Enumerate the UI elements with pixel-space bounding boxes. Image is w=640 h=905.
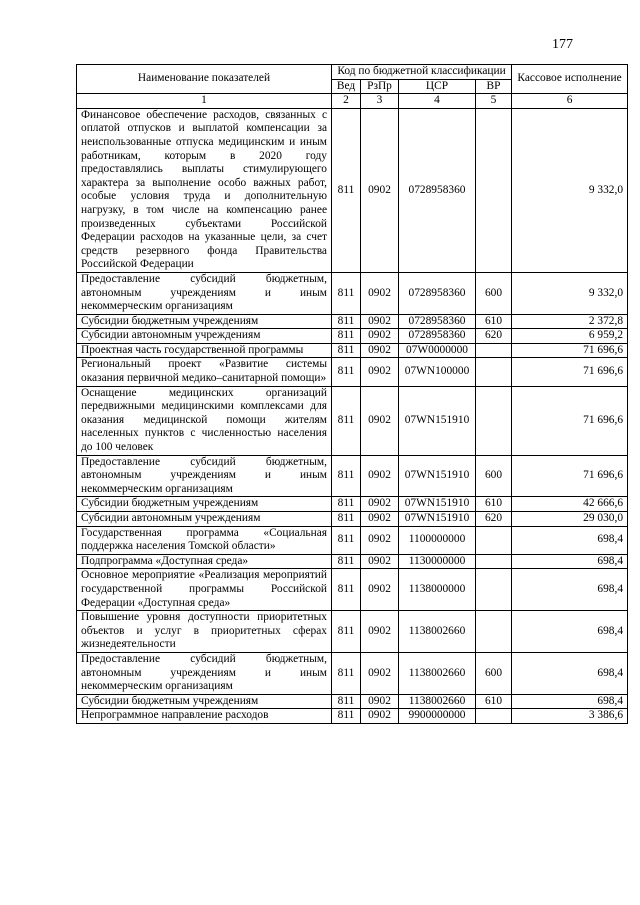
- header-name: Наименование показателей: [77, 65, 332, 94]
- row-vr: 600: [476, 455, 512, 497]
- row-rzpr: 0902: [361, 694, 399, 709]
- row-vr: [476, 343, 512, 358]
- row-amount: 698,4: [512, 694, 628, 709]
- header-csr: ЦСР: [399, 79, 476, 94]
- row-csr: 07WN151910: [399, 455, 476, 497]
- row-csr: 07WN100000: [399, 358, 476, 386]
- row-amount: 698,4: [512, 526, 628, 554]
- row-name: Предоставление субсидий бюджетным, автономным учреждениям и иным некоммерческим организациям: [77, 652, 332, 694]
- row-amount: 9 332,0: [512, 272, 628, 314]
- table-row: [77, 386, 628, 455]
- row-rzpr: 0902: [361, 611, 399, 653]
- row-vr: 620: [476, 512, 512, 527]
- row-amount: 71 696,6: [512, 455, 628, 497]
- row-amount: 29 030,0: [512, 512, 628, 527]
- row-ved: 811: [332, 709, 361, 724]
- row-name: Субсидии бюджетным учреждениям: [77, 314, 332, 329]
- table-row: [77, 272, 628, 314]
- table-row: [77, 314, 628, 329]
- row-name: Подпрограмма «Доступная среда»: [77, 554, 332, 569]
- row-name: Финансовое обеспечение расходов, связанных с оплатой отпусков и выплатой компенсации за неиспользованные отпуска медицинским и иным работникам, которым в 2020 году предоставлялись выплаты стимулирующего характера за выполнение особо важных работ, особые условия труда и дополнительную нагрузку, в том числе на компенсацию ранее произведенных субъектами Российской Федерации расходов на указанные цели, за счет средств резервного фонда Правительства Российской Федерации: [77, 108, 332, 272]
- row-ved: 811: [332, 611, 361, 653]
- row-amount: 42 666,6: [512, 497, 628, 512]
- table-row: [77, 554, 628, 569]
- table-row: [77, 569, 628, 611]
- row-vr: [476, 554, 512, 569]
- row-csr: 0728958360: [399, 314, 476, 329]
- row-ved: 811: [332, 652, 361, 694]
- row-ved: 811: [332, 526, 361, 554]
- row-rzpr: 0902: [361, 329, 399, 344]
- row-name: Предоставление субсидий бюджетным, автономным учреждениям и иным некоммерческим организациям: [77, 455, 332, 497]
- row-vr: [476, 526, 512, 554]
- row-amount: 9 332,0: [512, 108, 628, 272]
- row-csr: 0728958360: [399, 329, 476, 344]
- table-row: [77, 455, 628, 497]
- row-csr: 07WN151910: [399, 512, 476, 527]
- row-name: Предоставление субсидий бюджетным, автономным учреждениям и иным некоммерческим организациям: [77, 272, 332, 314]
- row-csr: 1138002660: [399, 611, 476, 653]
- row-amount: 698,4: [512, 569, 628, 611]
- row-rzpr: 0902: [361, 569, 399, 611]
- row-name: Субсидии автономным учреждениям: [77, 329, 332, 344]
- row-vr: 610: [476, 694, 512, 709]
- row-amount: 6 959,2: [512, 329, 628, 344]
- table-row: [77, 652, 628, 694]
- row-name: Повышение уровня доступности приоритетных объектов и услуг в приоритетных сферах жизнедеятельности: [77, 611, 332, 653]
- row-rzpr: 0902: [361, 709, 399, 724]
- column-number: 3: [361, 94, 399, 109]
- row-vr: [476, 569, 512, 611]
- row-rzpr: 0902: [361, 497, 399, 512]
- column-number: 6: [512, 94, 628, 109]
- table-row: [77, 497, 628, 512]
- row-rzpr: 0902: [361, 272, 399, 314]
- table-row: [77, 526, 628, 554]
- table-row: [77, 611, 628, 653]
- column-number: 5: [476, 94, 512, 109]
- row-vr: [476, 108, 512, 272]
- table-row: [77, 329, 628, 344]
- row-csr: 0728958360: [399, 272, 476, 314]
- row-ved: 811: [332, 343, 361, 358]
- row-csr: 1138002660: [399, 694, 476, 709]
- row-name: Основное мероприятие «Реализация мероприятий государственной программы Российской Федерации «Доступная среда»: [77, 569, 332, 611]
- row-vr: 610: [476, 497, 512, 512]
- row-rzpr: 0902: [361, 108, 399, 272]
- row-ved: 811: [332, 358, 361, 386]
- column-number: 4: [399, 94, 476, 109]
- row-ved: 811: [332, 569, 361, 611]
- row-vr: [476, 709, 512, 724]
- row-rzpr: 0902: [361, 526, 399, 554]
- table-row: [77, 108, 628, 272]
- row-csr: 1138000000: [399, 569, 476, 611]
- row-ved: 811: [332, 329, 361, 344]
- row-csr: 1138002660: [399, 652, 476, 694]
- row-rzpr: 0902: [361, 652, 399, 694]
- row-ved: 811: [332, 512, 361, 527]
- row-csr: 07WN151910: [399, 386, 476, 455]
- row-vr: [476, 611, 512, 653]
- row-vr: 600: [476, 652, 512, 694]
- row-amount: 698,4: [512, 554, 628, 569]
- row-amount: 71 696,6: [512, 358, 628, 386]
- row-amount: 71 696,6: [512, 343, 628, 358]
- budget-execution-table: [76, 64, 628, 724]
- row-ved: 811: [332, 314, 361, 329]
- header-rzpr: РзПр: [361, 79, 399, 94]
- row-ved: 811: [332, 497, 361, 512]
- table-row: [77, 343, 628, 358]
- table-row: [77, 694, 628, 709]
- row-rzpr: 0902: [361, 554, 399, 569]
- row-ved: 811: [332, 272, 361, 314]
- row-ved: 811: [332, 455, 361, 497]
- row-name: Непрограммное направление расходов: [77, 709, 332, 724]
- header-code-group: Код по бюджетной классификации: [332, 65, 512, 80]
- row-name: Региональный проект «Развитие системы оказания первичной медико–санитарной помощи»: [77, 358, 332, 386]
- row-name: Субсидии бюджетным учреждениям: [77, 497, 332, 512]
- row-vr: 610: [476, 314, 512, 329]
- row-vr: 620: [476, 329, 512, 344]
- row-ved: 811: [332, 386, 361, 455]
- row-rzpr: 0902: [361, 455, 399, 497]
- column-number: 2: [332, 94, 361, 109]
- row-amount: 71 696,6: [512, 386, 628, 455]
- row-csr: 07W0000000: [399, 343, 476, 358]
- row-rzpr: 0902: [361, 512, 399, 527]
- row-vr: [476, 358, 512, 386]
- row-amount: 3 386,6: [512, 709, 628, 724]
- row-csr: 0728958360: [399, 108, 476, 272]
- table-row: [77, 709, 628, 724]
- row-amount: 698,4: [512, 652, 628, 694]
- row-csr: 1130000000: [399, 554, 476, 569]
- row-csr: 07WN151910: [399, 497, 476, 512]
- row-name: Субсидии автономным учреждениям: [77, 512, 332, 527]
- row-csr: 9900000000: [399, 709, 476, 724]
- row-amount: 2 372,8: [512, 314, 628, 329]
- table-row: [77, 512, 628, 527]
- row-ved: 811: [332, 554, 361, 569]
- header-vr: ВР: [476, 79, 512, 94]
- header-ved: Вед: [332, 79, 361, 94]
- table-row: [77, 358, 628, 386]
- row-vr: [476, 386, 512, 455]
- row-name: Государственная программа «Социальная поддержка населения Томской области»: [77, 526, 332, 554]
- row-rzpr: 0902: [361, 343, 399, 358]
- header-execution: Кассовое исполнение: [512, 65, 628, 94]
- row-vr: 600: [476, 272, 512, 314]
- row-rzpr: 0902: [361, 386, 399, 455]
- column-number: 1: [77, 94, 332, 109]
- row-csr: 1100000000: [399, 526, 476, 554]
- row-name: Оснащение медицинских организаций передвижными медицинскими комплексами для оказания медицинской помощи жителям населенных пунктов с численностью населения до 100 человек: [77, 386, 332, 455]
- row-amount: 698,4: [512, 611, 628, 653]
- row-ved: 811: [332, 694, 361, 709]
- row-rzpr: 0902: [361, 358, 399, 386]
- row-rzpr: 0902: [361, 314, 399, 329]
- row-name: Субсидии бюджетным учреждениям: [77, 694, 332, 709]
- column-number-row: [77, 94, 628, 109]
- page-number: 177: [552, 37, 573, 52]
- row-name: Проектная часть государственной программы: [77, 343, 332, 358]
- row-ved: 811: [332, 108, 361, 272]
